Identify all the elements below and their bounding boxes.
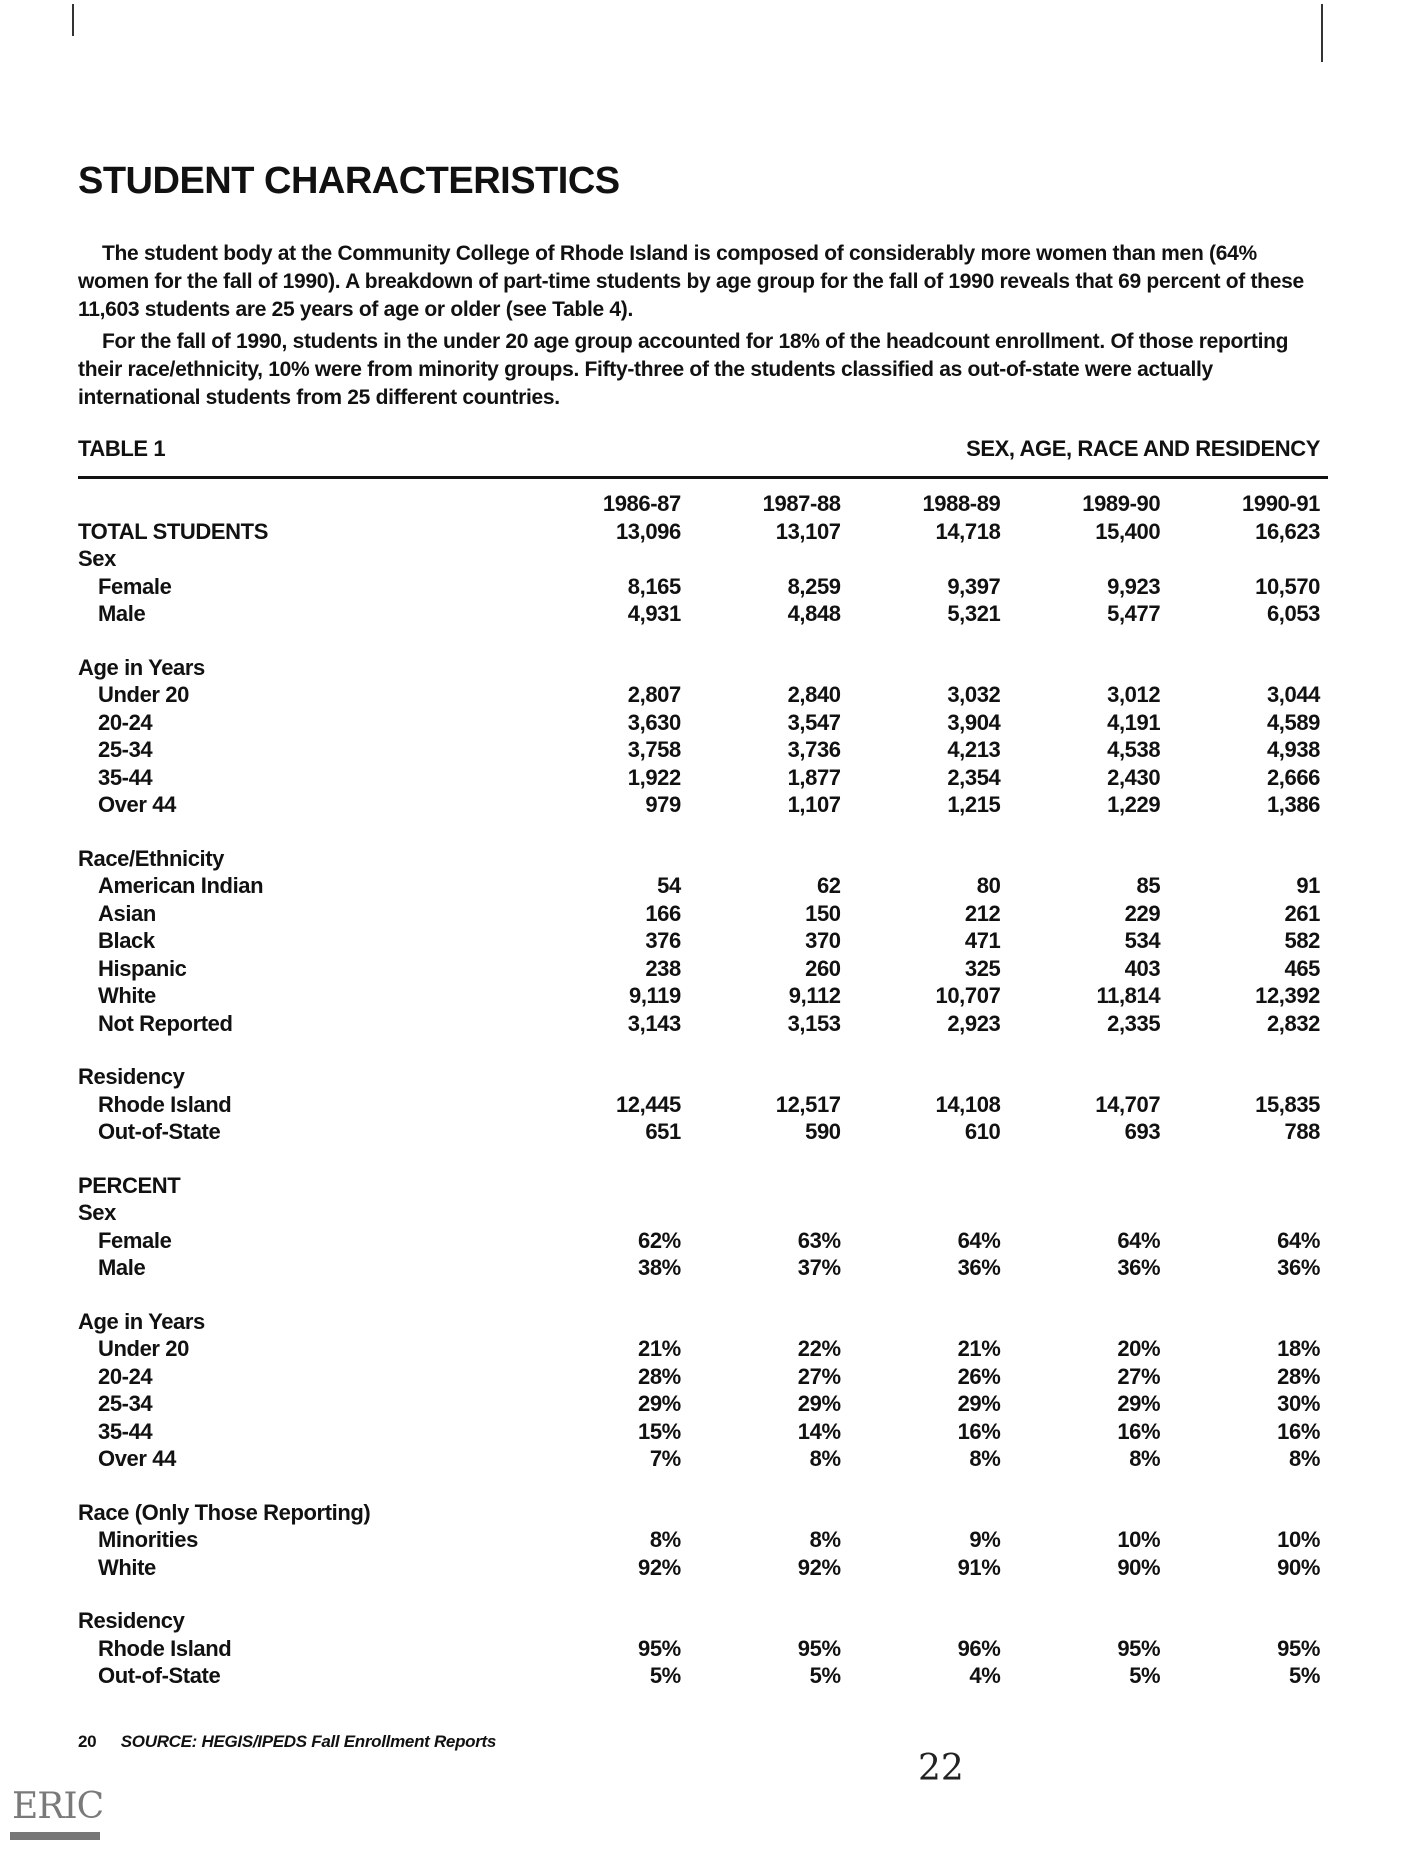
enrollment-table: [78, 490, 1320, 1690]
table-cell: 534: [1124, 928, 1161, 953]
table-cell: [1160, 1199, 1320, 1227]
table-cell: [1000, 545, 1160, 573]
table-cell: 8,259: [787, 573, 841, 599]
table-cell: [681, 1499, 841, 1527]
table-cell: 21%: [957, 1336, 1001, 1361]
table-cell: 1,922: [627, 764, 681, 790]
table-cell: [521, 1607, 681, 1635]
table-cell: 229: [1124, 900, 1161, 926]
row-label: Hispanic: [98, 955, 187, 981]
table-cell: 95%: [1277, 1635, 1320, 1661]
table-cell: 979: [645, 792, 681, 817]
table-cell: 27%: [1117, 1363, 1161, 1389]
table-cell: 1,229: [1107, 792, 1161, 817]
table-cell: [1160, 654, 1320, 682]
table-cell: 36%: [1277, 1255, 1320, 1280]
table-cell: [681, 1172, 841, 1200]
table-cell: 64%: [1277, 1227, 1320, 1253]
table-cell: 261: [1284, 900, 1320, 926]
section-heading-row: [78, 545, 1320, 573]
row-label: Under 20: [98, 1336, 189, 1361]
section-heading: Age in Years: [78, 1308, 205, 1334]
table-cell: 54: [657, 873, 681, 898]
table-row: [78, 518, 1320, 546]
table-cell: 13,096: [615, 518, 681, 544]
table-cell: 20%: [1117, 1336, 1161, 1361]
table-cell: 4,848: [787, 601, 841, 626]
table-cell: 2,666: [1266, 764, 1320, 790]
year-header: 1988-89: [922, 491, 1001, 516]
table-cell: [681, 1199, 841, 1227]
table-cell: 28%: [638, 1363, 681, 1389]
table-cell: 4%: [969, 1663, 1001, 1688]
table-cell: 30%: [1277, 1391, 1320, 1416]
table-row: [78, 681, 1320, 709]
section-heading: Residency: [78, 1608, 185, 1633]
section-heading: Sex: [78, 1200, 116, 1225]
table-cell: 5%: [809, 1663, 841, 1688]
table-cell: 37%: [797, 1255, 841, 1280]
table-cell: [681, 845, 841, 873]
spacer-row: [78, 1037, 1320, 1063]
table-cell: 376: [645, 928, 681, 953]
table-cell: 403: [1124, 955, 1161, 981]
table-cell: 5,477: [1107, 601, 1161, 626]
page-number: 20: [78, 1732, 97, 1751]
table-cell: 13,107: [775, 518, 841, 544]
table-cell: 18%: [1277, 1336, 1320, 1361]
table-cell: 2,923: [947, 1010, 1001, 1036]
table-cell: 2,840: [787, 682, 841, 707]
table-cell: 14,718: [935, 518, 1001, 544]
table-cell: 10,570: [1255, 573, 1320, 599]
spacer-row: [78, 1581, 1320, 1607]
table-cell: 465: [1284, 955, 1320, 981]
table-cell: 5%: [1289, 1663, 1320, 1688]
table-cell: 212: [964, 900, 1001, 926]
spacer-row: [78, 1473, 1320, 1499]
section-heading-row: [78, 1499, 1320, 1527]
row-label: Female: [98, 1227, 172, 1253]
table-cell: 29%: [1117, 1391, 1161, 1416]
table-row: [78, 1254, 1320, 1282]
row-label: 20-24: [98, 709, 153, 735]
table-cell: 582: [1284, 928, 1320, 953]
row-label: Rhode Island: [98, 1091, 232, 1117]
table-row: [78, 1335, 1320, 1363]
table-row: [78, 600, 1320, 628]
table-cell: 693: [1124, 1119, 1161, 1144]
table-cell: 1,386: [1266, 792, 1320, 817]
table-cell: 2,832: [1266, 1010, 1320, 1036]
table-cell: 38%: [638, 1255, 681, 1280]
table-cell: [521, 1172, 681, 1200]
table-cell: 166: [645, 900, 681, 926]
year-header: 1990-91: [1242, 491, 1320, 516]
table-cell: 8%: [809, 1446, 841, 1471]
table-cell: 95%: [1117, 1635, 1161, 1661]
source-note: [78, 1732, 496, 1752]
table-cell: 91%: [957, 1554, 1001, 1580]
table-cell: 8%: [969, 1446, 1001, 1471]
table-cell: 14%: [797, 1418, 841, 1444]
table-row: [78, 1091, 1320, 1119]
table-cell: [1160, 845, 1320, 873]
table-cell: [1000, 1607, 1160, 1635]
table-cell: 8,165: [627, 573, 681, 599]
row-label: Male: [98, 601, 146, 626]
table-row: [78, 1635, 1320, 1663]
spacer-row: [78, 1282, 1320, 1308]
table-cell: 9%: [969, 1527, 1001, 1552]
table-cell: 62%: [638, 1227, 681, 1253]
table-row: [78, 573, 1320, 601]
table-cell: 85: [1136, 873, 1161, 898]
table-cell: [1000, 1499, 1160, 1527]
table-cell: [521, 1199, 681, 1227]
table-cell: [681, 1607, 841, 1635]
table-cell: [1160, 1308, 1320, 1336]
table-cell: 64%: [1117, 1227, 1161, 1253]
table-cell: 238: [645, 955, 681, 981]
table-cell: 14,707: [1095, 1091, 1161, 1117]
table-cell: 4,213: [947, 737, 1001, 762]
row-label: Male: [98, 1255, 146, 1280]
table-cell: 16%: [1117, 1418, 1161, 1444]
table-row: [78, 872, 1320, 900]
table-cell: 3,547: [787, 709, 841, 735]
table-row: [78, 1526, 1320, 1554]
row-label: Female: [98, 573, 172, 599]
section-heading: Age in Years: [78, 654, 205, 680]
section-heading-row: [78, 654, 1320, 682]
table-cell: [1160, 1172, 1320, 1200]
eric-logo-text: ERIC: [12, 1786, 104, 1827]
spacer-cell: [78, 1473, 1320, 1499]
table-header: [78, 436, 1320, 462]
section-heading: Race (Only Those Reporting): [78, 1499, 371, 1525]
table-row: [78, 709, 1320, 737]
spacer-cell: [78, 628, 1320, 654]
table-cell: 370: [805, 928, 841, 953]
table-cell: 590: [805, 1119, 841, 1144]
scan-edge-mark: [1321, 4, 1323, 62]
section-heading-row: [78, 1607, 1320, 1635]
table-cell: 29%: [797, 1391, 841, 1416]
table-row: [78, 1118, 1320, 1146]
table-cell: 36%: [957, 1255, 1001, 1280]
section-heading: Race/Ethnicity: [78, 845, 225, 871]
table-row: [78, 900, 1320, 928]
table-cell: 5%: [1129, 1663, 1161, 1688]
table-cell: 62: [816, 873, 841, 898]
row-label: White: [98, 983, 156, 1008]
table-cell: [521, 545, 681, 573]
table-cell: 610: [964, 1119, 1001, 1144]
table-cell: [1000, 1308, 1160, 1336]
table-cell: [1000, 1063, 1160, 1091]
table-cell: [841, 1607, 1001, 1635]
page-mark: 22: [918, 1748, 964, 1789]
section-heading: Sex: [78, 546, 116, 571]
spacer-row: [78, 1146, 1320, 1172]
table-cell: [1000, 654, 1160, 682]
row-label: TOTAL STUDENTS: [78, 518, 268, 544]
table-cell: 11,814: [1096, 983, 1161, 1008]
table-row: [78, 791, 1320, 819]
table-cell: 4,538: [1107, 737, 1161, 762]
table-cell: 29%: [638, 1391, 681, 1416]
table-row: [78, 736, 1320, 764]
scan-edge-mark-left: [72, 4, 74, 36]
table-cell: [841, 1308, 1001, 1336]
table-cell: 3,758: [627, 737, 681, 762]
row-label: Under 20: [98, 682, 189, 707]
table-cell: 150: [805, 900, 841, 926]
table-cell: [681, 1308, 841, 1336]
table-cell: 27%: [797, 1363, 841, 1389]
section-heading-row: [78, 1308, 1320, 1336]
table-cell: [841, 654, 1001, 682]
table-cell: 1,877: [787, 764, 841, 790]
table-cell: 92%: [638, 1554, 681, 1580]
table-cell: 3,736: [787, 737, 841, 762]
row-label: Out-of-State: [98, 1663, 221, 1688]
table-cell: [1000, 845, 1160, 873]
table-row: [78, 1554, 1320, 1582]
row-label: 25-34: [98, 1391, 153, 1416]
table-cell: 9,923: [1107, 573, 1161, 599]
row-label: Black: [98, 928, 155, 953]
table-row: [78, 1390, 1320, 1418]
table-cell: [841, 1063, 1001, 1091]
table-row: [78, 1445, 1320, 1473]
table-cell: [681, 654, 841, 682]
table-cell: 4,589: [1266, 709, 1320, 735]
row-label: Out-of-State: [98, 1119, 221, 1144]
table-rule: [78, 476, 1328, 479]
table-cell: 22%: [797, 1336, 841, 1361]
table-cell: 64%: [957, 1227, 1001, 1253]
table-cell: 29%: [957, 1391, 1001, 1416]
table-cell: [1000, 1172, 1160, 1200]
table-cell: 12,445: [615, 1091, 681, 1117]
spacer-cell: [78, 819, 1320, 845]
table-cell: 1,215: [947, 792, 1001, 817]
year-header: 1989-90: [1082, 491, 1161, 516]
table-cell: 91: [1296, 873, 1320, 898]
section-heading-row: [78, 845, 1320, 873]
row-label: 25-34: [98, 737, 153, 762]
table-label: TABLE 1: [78, 436, 166, 461]
table-cell: [681, 545, 841, 573]
table-cell: 16,623: [1255, 518, 1320, 544]
table-cell: 7%: [649, 1446, 681, 1471]
table-cell: 10%: [1277, 1527, 1320, 1552]
table-row: [78, 1010, 1320, 1038]
intro-paragraph-1: The student body at the Community College of Rhode Island is composed of considerably more women than men (64% women for the fall of 1990). A breakdown of part-time students by age group for the fall of 1990 reveals that 69 percent of these 11,603 students are 25 years of age or older (see Table 4).: [78, 242, 1304, 321]
table-cell: 90%: [1277, 1554, 1320, 1580]
table-cell: [1160, 1607, 1320, 1635]
row-label: Over 44: [98, 1446, 176, 1471]
table-cell: 15%: [638, 1418, 681, 1444]
table-cell: 95%: [797, 1635, 841, 1661]
spacer-row: [78, 819, 1320, 845]
table-cell: [841, 1199, 1001, 1227]
table-cell: 15,835: [1255, 1091, 1320, 1117]
table-cell: 471: [964, 928, 1001, 953]
table-cell: 90%: [1117, 1554, 1161, 1580]
source-text: SOURCE: HEGIS/IPEDS Fall Enrollment Reports: [120, 1732, 497, 1751]
table-cell: 16%: [957, 1418, 1001, 1444]
table-cell: 12,392: [1255, 983, 1320, 1008]
row-label: 35-44: [98, 764, 153, 790]
table-cell: [521, 845, 681, 873]
table-cell: 3,143: [627, 1010, 681, 1036]
table-cell: [841, 1499, 1001, 1527]
table-cell: 10%: [1117, 1527, 1161, 1552]
year-header: 1987-88: [762, 491, 841, 516]
row-label: Over 44: [98, 792, 176, 817]
spacer-cell: [78, 1581, 1320, 1607]
section-heading-row: [78, 1172, 1320, 1200]
table-cell: 4,931: [627, 601, 681, 626]
table-cell: [841, 1172, 1001, 1200]
table-cell: 21%: [638, 1336, 681, 1361]
table-cell: 325: [964, 955, 1001, 981]
intro-paragraph-2: For the fall of 1990, students in the under 20 age group accounted for 18% of the headcount enrollment. Of those reporting their race/ethnicity, 10% were from minority groups. Fifty-three of the students classified as out-of-state were actually international students from 25 different countries.: [78, 330, 1289, 409]
table-cell: 28%: [1277, 1363, 1320, 1389]
table-row: [78, 1227, 1320, 1255]
table-cell: [521, 1499, 681, 1527]
table-cell: 788: [1284, 1119, 1320, 1144]
table-cell: 95%: [638, 1635, 681, 1661]
table-cell: [681, 1063, 841, 1091]
table-cell: 5%: [649, 1663, 681, 1688]
table-cell: 10,707: [935, 983, 1001, 1008]
table-cell: 8%: [649, 1527, 681, 1552]
eric-logo: [8, 1784, 104, 1842]
table-cell: 26%: [957, 1363, 1001, 1389]
section-heading-row: [78, 1063, 1320, 1091]
table-cell: [1000, 1199, 1160, 1227]
page-title: STUDENT CHARACTERISTICS: [78, 160, 620, 202]
table-caption: SEX, AGE, RACE AND RESIDENCY: [966, 436, 1320, 461]
row-label: Not Reported: [98, 1010, 233, 1036]
row-label: White: [98, 1554, 156, 1580]
table-cell: 5,321: [947, 601, 1001, 626]
table-cell: 92%: [797, 1554, 841, 1580]
table-cell: 80: [976, 873, 1001, 898]
table-row: [78, 955, 1320, 983]
table-cell: 63%: [797, 1227, 841, 1253]
table-cell: [521, 1063, 681, 1091]
table-cell: 3,044: [1266, 682, 1320, 707]
table-cell: 15,400: [1095, 518, 1161, 544]
table-cell: [521, 654, 681, 682]
year-header: 1986-87: [602, 491, 681, 516]
table-cell: 14,108: [935, 1091, 1001, 1117]
spacer-row: [78, 628, 1320, 654]
table-cell: 96%: [957, 1635, 1001, 1661]
row-label: 35-44: [98, 1418, 153, 1444]
table-row: [78, 764, 1320, 792]
row-label: Asian: [98, 900, 156, 926]
table-cell: 3,153: [787, 1010, 841, 1036]
table-cell: 6,053: [1266, 601, 1320, 626]
table-row: [78, 1662, 1320, 1690]
row-label: Rhode Island: [98, 1635, 232, 1661]
table-cell: 2,807: [627, 682, 681, 707]
header-blank: [78, 490, 521, 518]
table-cell: [841, 845, 1001, 873]
table-cell: 3,012: [1107, 682, 1161, 707]
spacer-cell: [78, 1146, 1320, 1172]
table-cell: 12,517: [775, 1091, 841, 1117]
table-cell: 260: [805, 955, 841, 981]
table-cell: 2,335: [1107, 1010, 1161, 1036]
table-cell: 9,397: [947, 573, 1001, 599]
table-cell: 9,119: [629, 983, 681, 1008]
table-row: [78, 1418, 1320, 1446]
table-cell: 8%: [809, 1527, 841, 1552]
row-label: 20-24: [98, 1363, 153, 1389]
spacer-cell: [78, 1282, 1320, 1308]
table-cell: 1,107: [787, 792, 841, 817]
table-cell: 16%: [1277, 1418, 1320, 1444]
table-cell: [521, 1308, 681, 1336]
section-heading: Residency: [78, 1064, 185, 1089]
table-row: [78, 1363, 1320, 1391]
row-label: Minorities: [98, 1527, 198, 1552]
table-cell: 8%: [1129, 1446, 1161, 1471]
table-cell: 651: [645, 1119, 681, 1144]
table-cell: [1160, 545, 1320, 573]
table-cell: [841, 545, 1001, 573]
table-cell: [1160, 1063, 1320, 1091]
table-cell: 2,430: [1107, 764, 1161, 790]
table-cell: 2,354: [947, 764, 1001, 790]
table-cell: 4,191: [1107, 709, 1161, 735]
table-cell: 3,630: [627, 709, 681, 735]
row-label: American Indian: [98, 873, 264, 898]
table-cell: 9,112: [788, 983, 841, 1008]
table-row: [78, 927, 1320, 955]
table-cell: [1160, 1499, 1320, 1527]
section-heading-row: [78, 1199, 1320, 1227]
table-row: [78, 982, 1320, 1010]
year-header-row: [78, 490, 1320, 518]
table-cell: 3,032: [947, 682, 1001, 707]
section-heading: PERCENT: [78, 1172, 181, 1198]
table-cell: 8%: [1289, 1446, 1320, 1471]
spacer-cell: [78, 1037, 1320, 1063]
table-cell: 4,938: [1266, 737, 1320, 762]
table-cell: 36%: [1117, 1255, 1161, 1280]
table-cell: 3,904: [947, 709, 1001, 735]
eric-logo-bar: [10, 1832, 100, 1840]
